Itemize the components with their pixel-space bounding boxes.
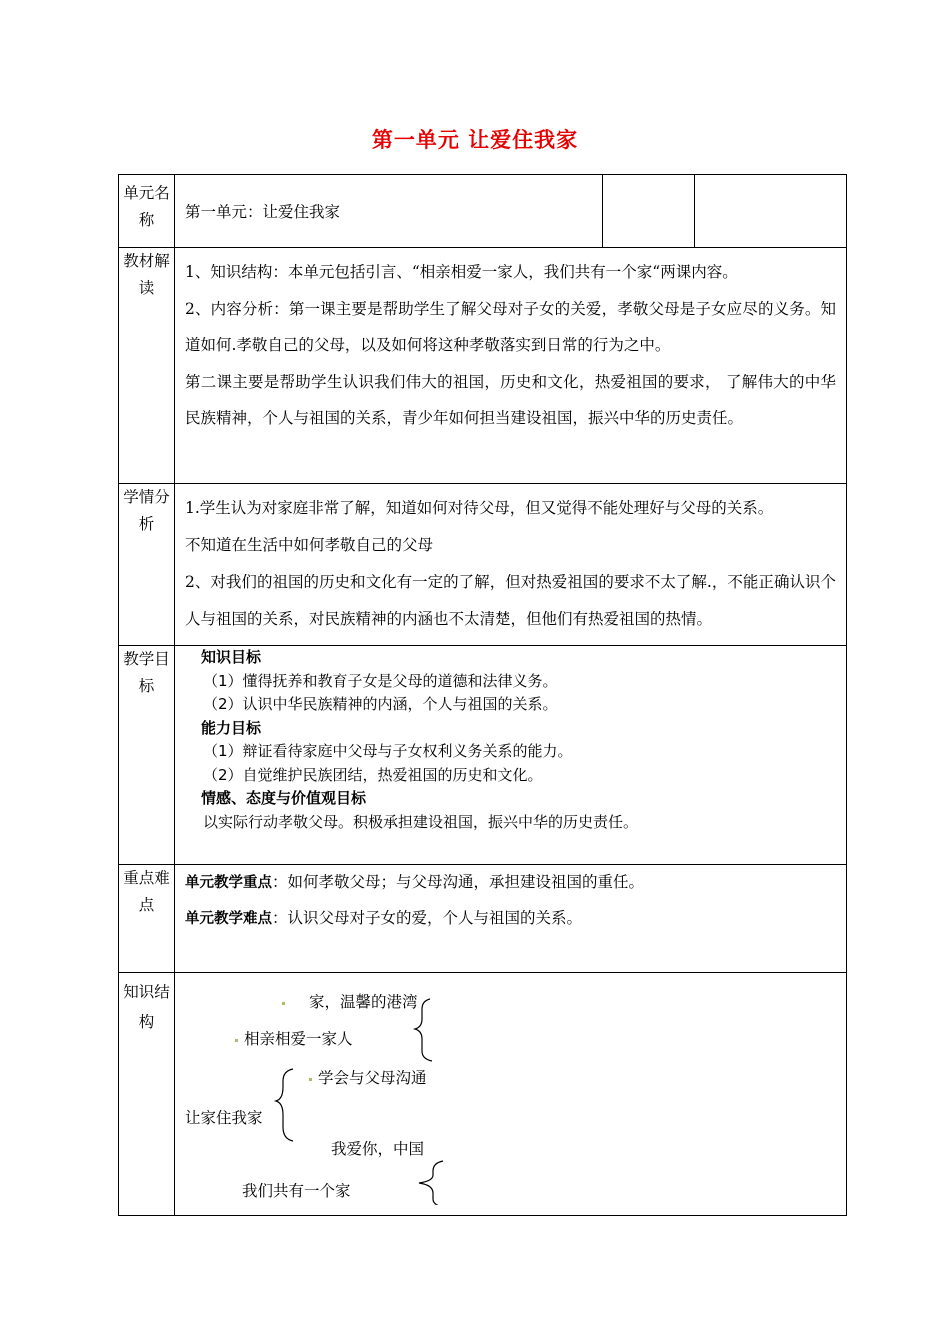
unit-name-label: 单元名称 [119,175,175,248]
learning-paragraph: 2、对我们的祖国的历史和文化有一定的了解，但对热爱祖国的要求不太了解.，不能正确认识个人与祖国的关系，对民族精神的内涵也不太清楚，但他们有热爱祖国的热情。 [185,573,836,628]
key-points-content [175,865,847,973]
goal-item: （1）懂得抚养和教育子女是父母的道德和法律义务。 [203,671,558,690]
learning-label: 学情分析 [119,484,175,646]
bullet-dot-icon [309,1078,312,1081]
lesson2-title: 我们共有一个家 [242,1182,351,1200]
textbook-paragraph: 2、内容分析：第一课主要是帮助学生了解父母对子女的关爱，孝敬父母是子女应尽的义务。知道如何.孝敬自己的父母，以及如何将这种孝敬落实到日常的行为之中。 [185,299,836,354]
lesson2-brace [419,1161,443,1205]
structure-content [175,973,847,1216]
unit-plan-table [118,174,847,1216]
goals-content [175,646,847,865]
page-title: 第一单元 让爱住我家 [371,128,579,152]
textbook-paragraph: 第二课主要是帮助学生认识我们伟大的祖国，历史和文化，热爱祖国的要求， 了解伟大的中华民族精神，个人与祖国的关系，青少年如何担当建设祖国，振兴中华的历史责任。 [185,372,836,427]
goal-item: 以实际行动孝敬父母。积极承担建设祖国，振兴中华的历史责任。 [203,812,639,831]
unit-name-value: 第一单元：让爱住我家 [175,175,603,248]
goals-label: 教学目标 [119,646,175,865]
learning-paragraph: 不知道在生活中如何孝敬自己的父母 [185,536,434,554]
goal-item: （2）自觉维护民族团结，热爱祖国的历史和文化。 [203,765,543,784]
textbook-paragraph: 1、知识结构：本单元包括引言、“相亲相爱一家人，我们共有一个家“两课内容。 [185,263,738,281]
learning-content [175,484,847,646]
focus-line: 单元教学重点：如何孝敬父母；与父母沟通，承担建设祖国的重任。 [185,873,645,891]
lesson1-title: 相亲相爱一家人 [235,1027,353,1049]
bullet-dot-icon [282,1002,285,1005]
topic-home-harbor: 家，温馨的港湾 [282,990,418,1012]
knowledge-tree [175,973,846,1205]
difficulty-line: 单元教学难点：认识父母对子女的爱，个人与祖国的关系。 [185,909,583,927]
empty-cell-1 [603,175,695,248]
key-points-label: 重点难点 [119,865,175,973]
root-brace [276,1069,293,1141]
bullet-dot-icon [235,1039,238,1042]
goal-item: （1）辩证看待家庭中父母与子女权利义务关系的能力。 [203,742,573,760]
root-title: 让家住我家 [185,1109,263,1127]
goal-item: （2）认识中华民族精神的内涵，个人与祖国的关系。 [203,695,558,713]
goal-heading: 能力目标 [201,718,262,737]
topic-love-china: 我爱你，中国 [331,1140,425,1158]
structure-label: 知识结构 [119,973,175,1216]
tree-braces [175,973,855,1205]
topic-communicate: 学会与父母沟通 [309,1066,427,1088]
learning-paragraph: 1.学生认为对家庭非常了解，知道如何对待父母，但又觉得不能处理好与父母的关系。 [185,499,774,517]
textbook-label: 教材解读 [119,248,175,484]
empty-cell-2 [695,175,847,248]
goal-heading: 情感、态度与价值观目标 [201,789,367,807]
goal-heading: 知识目标 [201,648,262,666]
textbook-content [175,248,847,484]
